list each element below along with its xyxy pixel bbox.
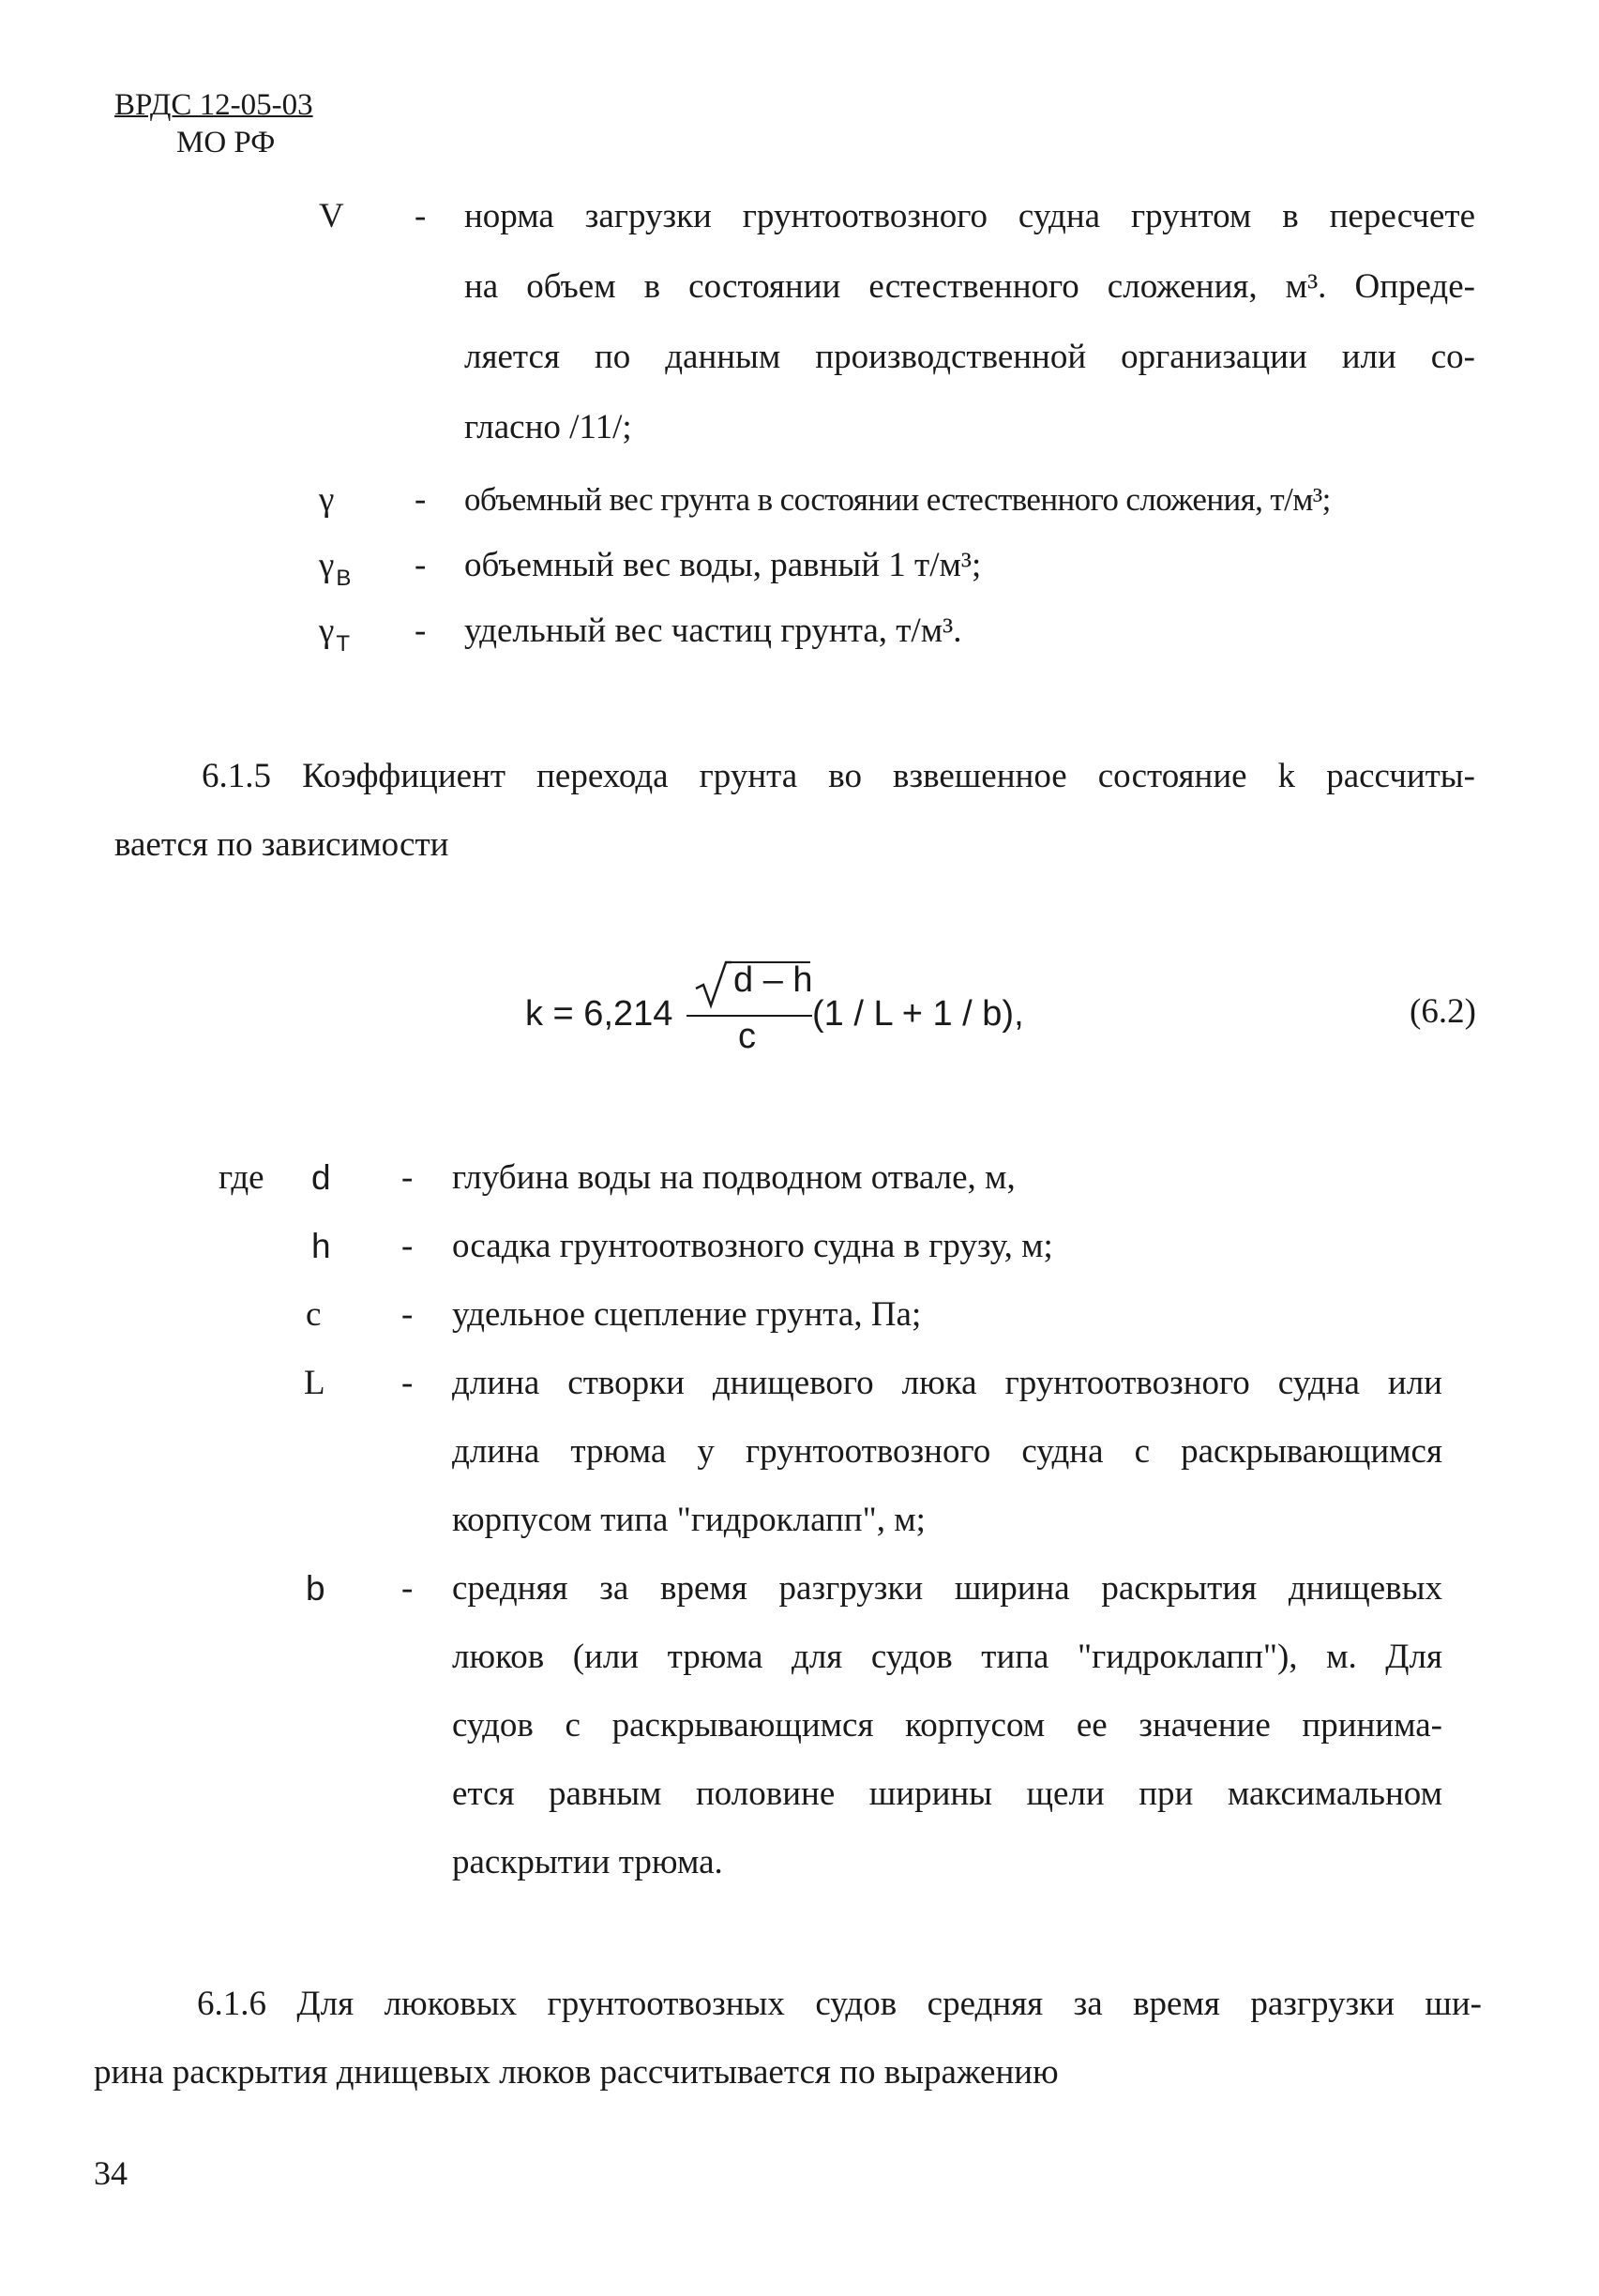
symbol-l: L — [304, 1364, 325, 1402]
def-b-line-2: люков (или трюма для судов типа "гидроклапп"), м. Для — [452, 1638, 1442, 1676]
section-615-line-2: вается по зависимости — [114, 825, 449, 864]
def-gamma: объемный вес грунта в состоянии естественного сложения, т/м³; — [464, 481, 1331, 518]
def-v-line-3: ляется по данным производственной организации или со- — [464, 338, 1475, 376]
page-number: 34 — [94, 2154, 128, 2192]
symbol-d: d — [311, 1158, 331, 1197]
dash: - — [401, 1364, 414, 1402]
def-d: глубина воды на подводном отвале, м, — [452, 1158, 1016, 1197]
def-b-line-4: ется равным половине ширины щели при максимальном — [452, 1775, 1442, 1813]
dash: - — [415, 546, 427, 584]
def-b-line-1: средняя за время разгрузки ширина раскрытия днищевых — [452, 1569, 1442, 1608]
def-b-line-5: раскрытии трюма. — [452, 1843, 723, 1881]
symbol-b: b — [306, 1569, 325, 1608]
formula-lhs: k = 6,214 — [525, 994, 673, 1034]
def-v-line-1: норма загрузки грунтоотвозного судна грунтом в пересчете — [464, 197, 1475, 235]
symbol-h: h — [311, 1227, 331, 1265]
def-v-line-2: на объем в состоянии естественного сложения, м³. Опреде- — [464, 267, 1475, 306]
formula-denominator: c — [738, 1017, 756, 1056]
dash: - — [415, 612, 427, 650]
def-v-line-4: гласно /11/; — [464, 408, 632, 446]
dash: - — [401, 1158, 414, 1197]
sqrt-icon — [694, 960, 732, 1009]
symbol-v: V — [319, 197, 344, 235]
def-gamma-t: удельный вес частиц грунта, т/м³. — [464, 612, 962, 650]
def-l-line-3: корпусом типа "гидроклапп", м; — [452, 1501, 926, 1539]
where-label: где — [219, 1158, 264, 1197]
formula-tail: (1 / L + 1 / b), — [812, 994, 1024, 1034]
document-code: ВРДС 12-05-03 — [114, 88, 313, 122]
dash: - — [415, 197, 427, 235]
dash: - — [401, 1569, 414, 1608]
dash: - — [401, 1227, 414, 1265]
symbol-gamma: γ — [319, 480, 335, 519]
def-l-line-1: длина створки днищевого люка грунтоотвозного судна или — [452, 1364, 1442, 1402]
def-c: удельное сцепление грунта, Па; — [452, 1295, 922, 1334]
symbol-gamma-b: $\gamma_B$ — [319, 546, 352, 591]
def-b-line-3: судов с раскрывающимся корпусом ее значение принима- — [452, 1706, 1442, 1745]
symbol-gamma-t: $\gamma_T$ — [319, 612, 351, 657]
section-616-line-1: 6.1.6 Для люковых грунтоотвозных судов средняя за время разгрузки ши- — [197, 1985, 1482, 2023]
section-616-line-2: рина раскрытия днищевых люков рассчитывается по выражению — [94, 2053, 1059, 2092]
def-gamma-b: объемный вес воды, равный 1 т/м³; — [464, 546, 982, 584]
section-615-line-1: 6.1.5 Коэффициент перехода грунта во взвешенное состояние k рассчиты- — [202, 757, 1475, 795]
formula-numerator: d – h — [733, 960, 813, 1000]
def-h: осадка грунтоотвозного судна в грузу, м; — [452, 1227, 1053, 1265]
document-organization: МО РФ — [176, 126, 276, 159]
symbol-c: c — [306, 1295, 322, 1334]
formula-6-2 — [525, 947, 1050, 1060]
def-l-line-2: длина трюма у грунтоотвозного судна с раскрывающимся — [452, 1432, 1442, 1471]
dash: - — [415, 480, 427, 519]
formula-number: (6.2) — [1410, 992, 1476, 1031]
dash: - — [401, 1295, 414, 1334]
